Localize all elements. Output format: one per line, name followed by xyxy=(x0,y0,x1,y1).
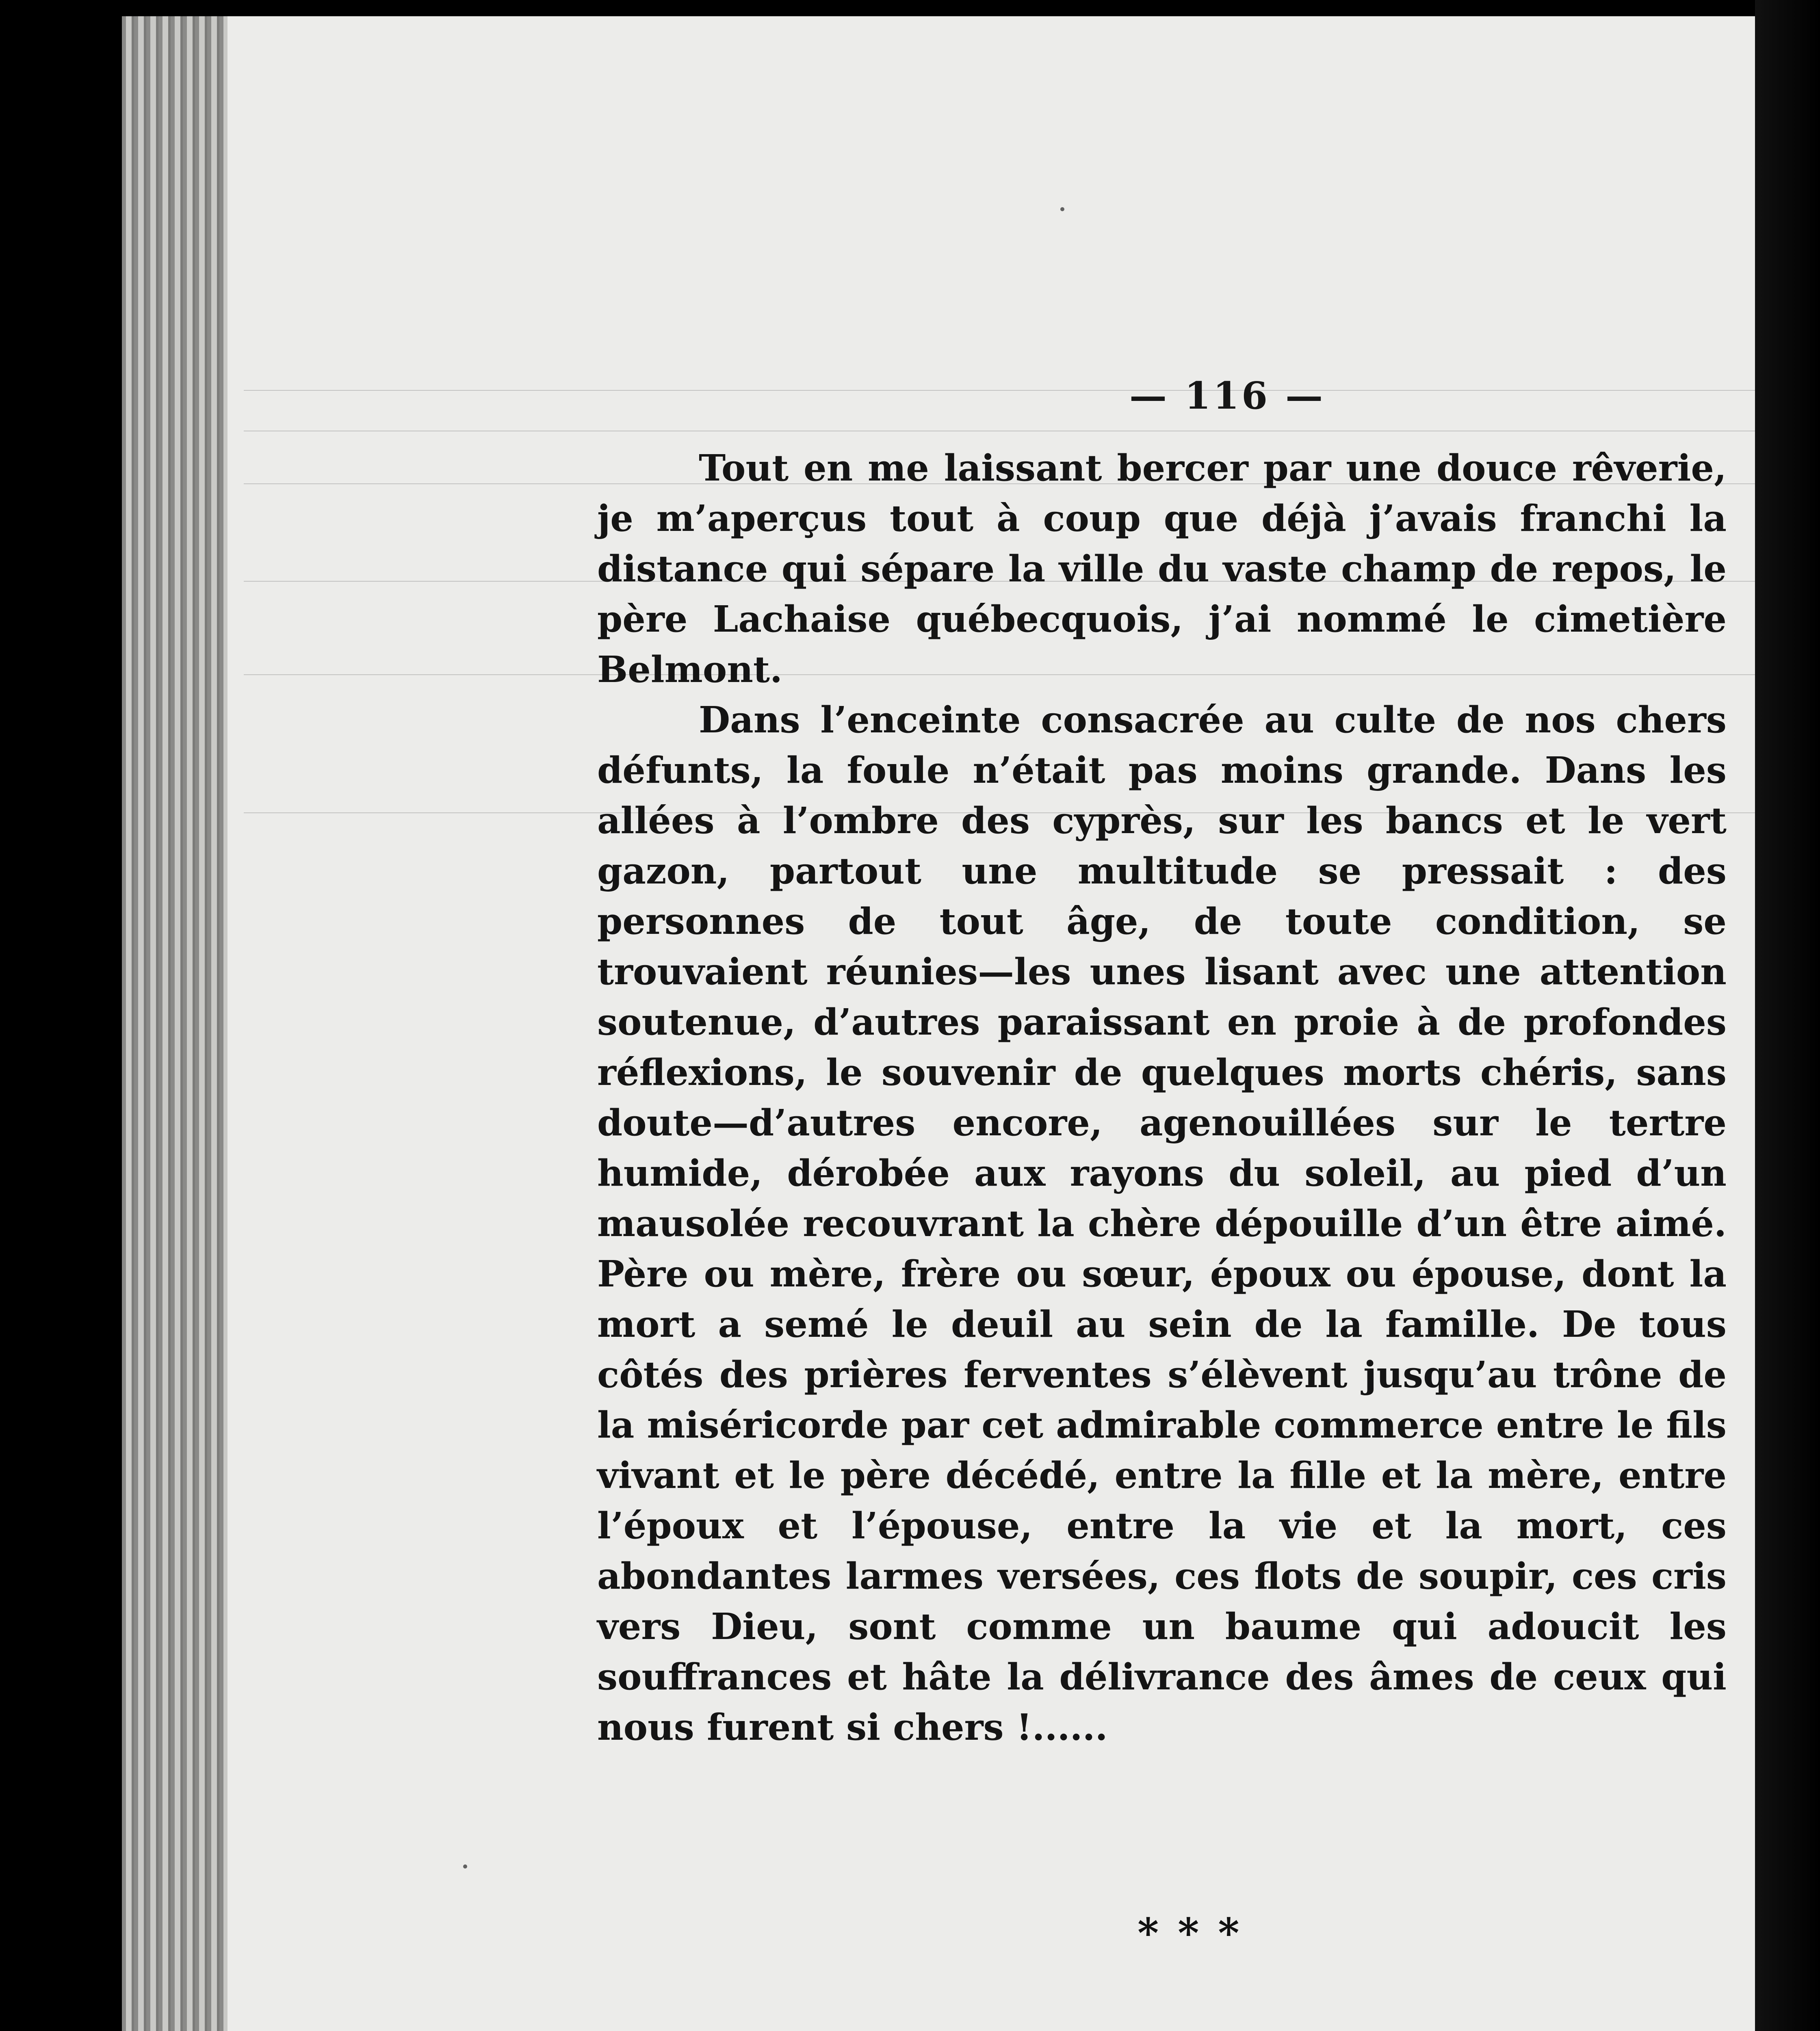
page-edge xyxy=(122,16,228,2031)
page-number: — 116 — xyxy=(1129,374,1326,418)
section-separator: * * * xyxy=(1138,1909,1242,1957)
scan-speck xyxy=(1060,207,1064,211)
paragraph-2: Dans l’enceinte consacrée au culte de nos chers défunts, la foule n’était pas moins grande. Dans les allées à l’ombre des cyprès, sur les bancs et le vert gazon, partout une multitude se pressait : des personnes de tout âge, de toute condition, se trouvaient réunies—les unes lisant avec une attention soutenue, d’autres paraissant en proie à de profondes réflexions, le souvenir de quelques morts chéris, sans doute—d’autres encore, agenouillées sur le tertre humide, dérobée aux rayons du soleil, au pied d’un mausolée recouvrant la chère dépouille d’un être aimé. Père ou mère, frère ou sœur, époux ou épouse, dont la mort a semé le deuil au sein de la famille. De tous côtés des prières ferventes s’élèvent jusqu’au trône de la miséricorde par cet admirable commerce entre le fils vivant et le père décédé, entre la fille et la mère, entre l’époux et l’épouse, entre la vie et la mort, ces abondantes larmes versées, ces flots de soupir, ces cris vers Dieu, sont comme un baume qui adoucit les souffrances et hâte la délivrance des âmes de ceux qui nous furent si chers !...... xyxy=(597,698,1727,1748)
scan-speck xyxy=(463,1864,467,1869)
paragraph-1: Tout en me laissant bercer par une douce rêverie, je m’aperçus tout à coup que déjà j’avais franchi la distance qui sépare la ville du vaste champ de repos, le père Lachaise québecquois, j’ai nommé le cimetière Belmont. xyxy=(597,446,1727,691)
right-shadow xyxy=(1755,0,1820,2031)
page-paper xyxy=(122,16,1755,2031)
body-text xyxy=(597,366,1727,1752)
